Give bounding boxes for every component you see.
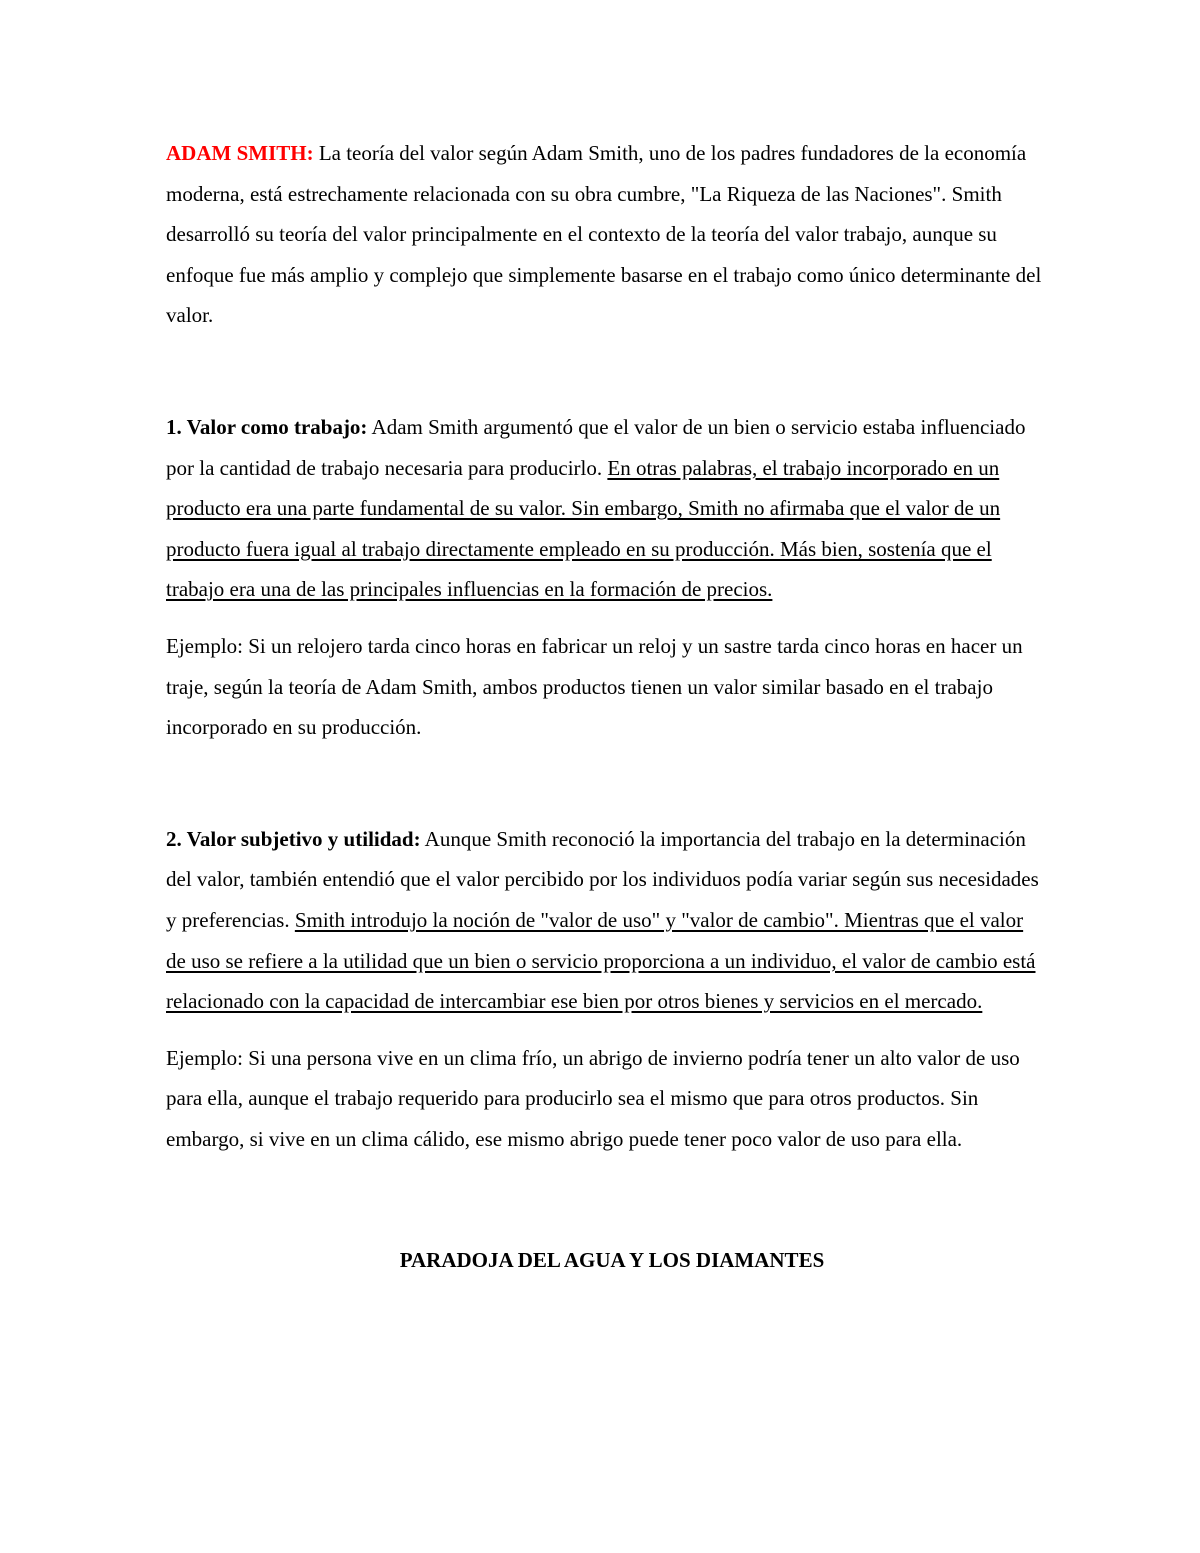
spacer xyxy=(166,748,1046,819)
section-heading: PARADOJA DEL AGUA Y LOS DIAMANTES xyxy=(399,1248,825,1273)
spacer xyxy=(166,1022,1046,1038)
spacer xyxy=(166,1159,1046,1240)
section1-example: Ejemplo: Si un relojero tarda cinco horas en fabricar un reloj y un sastre tarda cinco horas en hacer un traje, según la teoría de Adam Smith, ambos productos tienen un valor similar basado en el trabajo incorporado en su producción. xyxy=(166,633,1023,740)
section2-example: Ejemplo: Si una persona vive en un clima frío, un abrigo de invierno podría tener un alto valor de uso para ella, aunque el trabajo requerido para producirlo sea el mismo que para otros productos. Sin embargo, si vive en un clima cálido, ese mismo abrigo puede tener poco valor de uso para ella. xyxy=(166,1045,1020,1151)
section1-underlined-text: En otras palabras, el trabajo incorporado en un producto era una parte fundamental de su valor. Sin embargo, Smith no afirmaba que el valor de un producto fuera igual al trabajo directamente empleado en su producción. Más bien, sostenía que el trabajo era una de las principales influencias en la formación de precios. xyxy=(166,455,1001,602)
spacer xyxy=(166,610,1046,626)
document-page xyxy=(166,133,1046,1280)
section2-underlined-text: Smith introdujo la noción de "valor de uso" y "valor de cambio". Mientras que el valor de uso se refiere a la utilidad que un bien o servicio proporciona a un individuo, el valor de cambio está relacionado con la capacidad de intercambiar ese bien por otros bienes y servicios en el mercado. xyxy=(166,907,1036,1014)
section1-paragraph xyxy=(166,407,1046,610)
spacer xyxy=(166,336,1046,407)
section1-label: 1. Valor como trabajo: xyxy=(166,414,368,439)
section2-label: 2. Valor subjetivo y utilidad: xyxy=(166,826,421,851)
section2-paragraph xyxy=(166,819,1046,1022)
section2-text: Aunque Smith reconoció la importancia del trabajo en la determinación del valor, también entendió que el valor percibido por los individuos podía variar según sus necesidades y preferencias. xyxy=(166,826,1039,932)
intro-label: ADAM SMITH: xyxy=(166,141,314,165)
intro-text: La teoría del valor según Adam Smith, uno de los padres fundadores de la economía moderna, está estrechamente relacionada con su obra cumbre, "La Riqueza de las Naciones". Smith desarrolló su teoría del valor principalmente en el contexto de la teoría del valor trabajo, aunque su enfoque fue más amplio y complejo que simplemente basarse en el trabajo como único determinante del valor. xyxy=(166,141,1042,328)
section1-text: Adam Smith argumentó que el valor de un bien o servicio estaba influenciado por la cantidad de trabajo necesaria para producirlo. xyxy=(166,414,1026,480)
intro-paragraph xyxy=(166,133,1046,336)
